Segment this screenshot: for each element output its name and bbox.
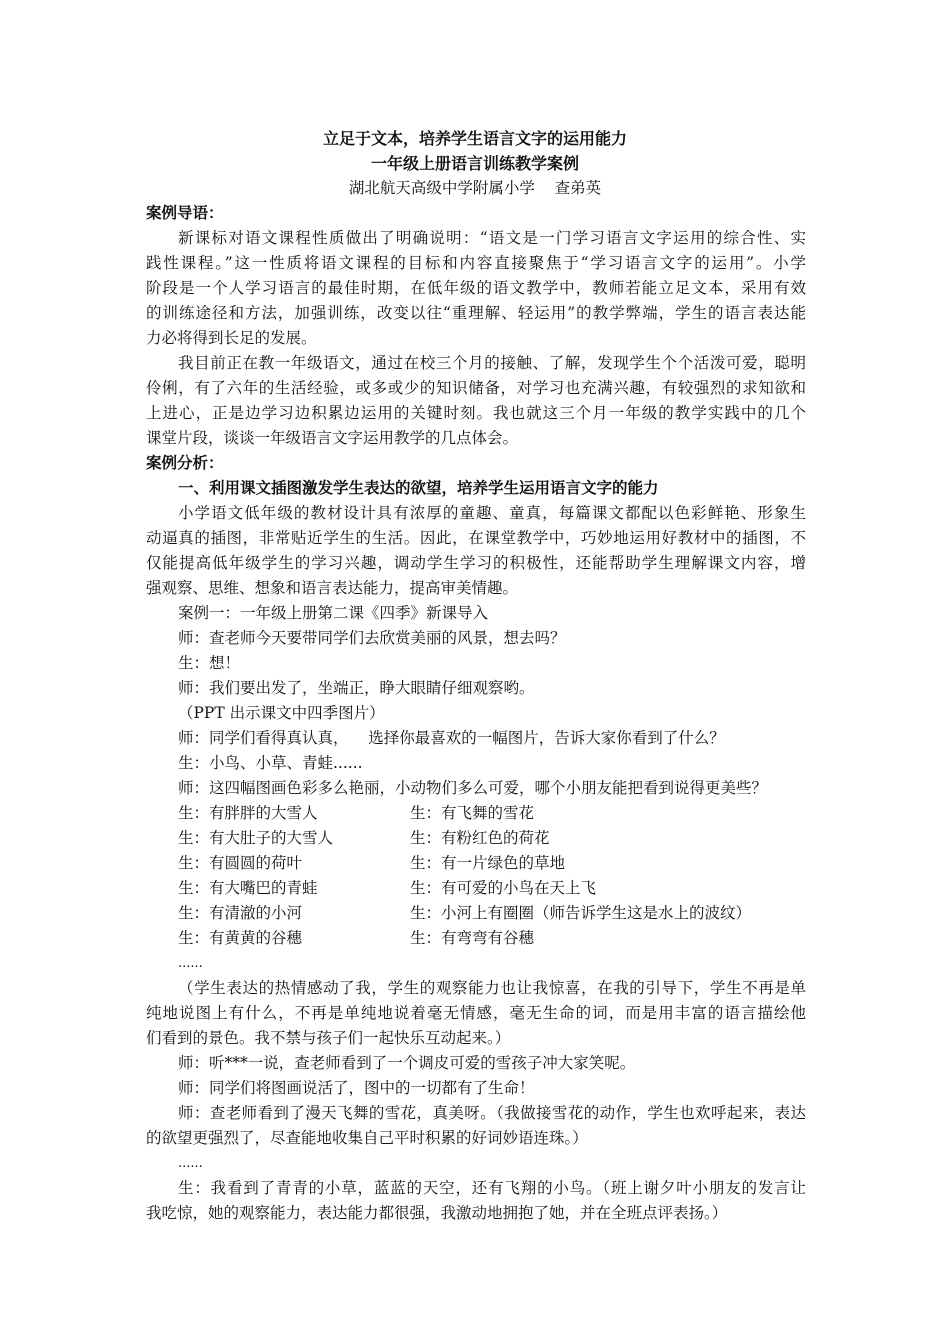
answer-right: 生：有粉红色的荷花 <box>410 829 550 847</box>
answer-right: 生：有弯弯有谷穗 <box>410 929 535 947</box>
section1-line: 强观察、思维、想象和语言表达能力，提高审美情趣。 <box>146 579 519 597</box>
author-line: 湖北航天高级中学附属小学 查弟英 <box>348 179 602 197</box>
dialogue-line: 师：我们要出发了，坐端正，睁大眼睛仔细观察哟。 <box>178 679 535 697</box>
section1-line: 动逼真的插图，非常贴近学生的生活。因此，在课堂教学中，巧妙地运用好教材中的插图，不 <box>146 529 806 547</box>
intro-p1-line: 力必将得到长足的发展。 <box>146 329 317 347</box>
section1-line: 仅能提高低年级学生的学习兴趣，调动学生学习的积极性，还能帮助学生理解课文内容，增 <box>146 554 806 572</box>
section1-heading: 一、利用课文插图激发学生表达的欲望，培养学生运用语言文字的能力 <box>178 479 659 497</box>
intro-heading: 案例导语： <box>146 204 224 222</box>
answer-left: 生：有黄黄的谷穗 <box>178 929 303 947</box>
document-title: 立足于文本，培养学生语言文字的运用能力 <box>322 129 627 148</box>
ellipsis: ...... <box>178 1156 203 1171</box>
dialogue-line: 师：同学们将图画说活了，图中的一切都有了生命！ <box>178 1079 535 1097</box>
answer-left: 生：有圆圆的荷叶 <box>178 854 303 872</box>
dialogue-line: 生：小鸟、小草、青蛙...... <box>178 754 363 772</box>
answer-left: 生：有大嘴巴的青蛙 <box>178 879 318 897</box>
intro-p1-line: 的训练途径和方法，加强训练，改变以往“重理解、轻运用”的教学弊端，学生的语言表达能 <box>146 304 806 322</box>
dialogue-line: 师：这四幅图画色彩多么艳丽，小动物们多么可爱，哪个小朋友能把看到说得更美些？ <box>178 779 768 797</box>
intro-p2-line: 伶俐，有了六年的生活经验，或多或少的知识储备，对学习也充满兴趣，有较强烈的求知欲和 <box>146 379 806 397</box>
answer-right: 生：有可爱的小鸟在天上飞 <box>410 879 597 897</box>
answer-left: 生：有大肚子的大雪人 <box>178 829 334 847</box>
answer-right: 生：有飞舞的雪花 <box>410 804 535 822</box>
dialogue-line: 师：同学们看得真认真， 选择你最喜欢的一幅图片，告诉大家你看到了什么？ <box>178 729 725 747</box>
intro-p1-line: 践性课程。”这一性质将语文课程的目标和内容直接聚焦于“学习语言文字的运用”。小学 <box>146 254 806 272</box>
dialogue-line: （PPT 出示课文中四季图片） <box>178 704 385 722</box>
note-line: 纯地说图上有什么，不再是单纯地说着毫无情感，毫无生命的词，而是用丰富的语言描绘他 <box>146 1004 806 1022</box>
intro-p1-line: 阶段是一个人学习语言的最佳时期，在低年级的语文教学中，教师若能立足文本，采用有效 <box>146 279 806 297</box>
answer-right: 生：小河上有圈圈（师告诉学生这是水上的波纹） <box>410 904 752 922</box>
case1-title: 案例一：一年级上册第二课《四季》新课导入 <box>178 604 489 622</box>
note-line: 们看到的景色。我不禁与孩子们一起快乐互动起来。） <box>146 1029 511 1047</box>
note-line: （学生表达的热情感动了我，学生的观察能力也让我惊喜，在我的引导下，学生不再是单 <box>178 979 806 997</box>
answer-right: 生：有一片绿色的草地 <box>410 854 566 872</box>
intro-p1-line: 新课标对语文课程性质做出了明确说明：“语文是一门学习语言文字运用的综合性、实 <box>178 229 806 247</box>
dialogue-line: 师：查老师今天要带同学们去欣赏美丽的风景，想去吗？ <box>178 629 566 647</box>
dialogue-line: 的欲望更强烈了，尽查能地收集自己平时积累的好词妙语连珠。） <box>146 1129 588 1147</box>
dialogue-line: 生：想！ <box>178 654 241 672</box>
dialogue-line: 师：听***一说，查老师看到了一个调皮可爱的雪孩子冲大家笑呢。 <box>178 1054 636 1072</box>
document-subtitle: 一年级上册语言训练教学案例 <box>370 154 579 173</box>
answer-left: 生：有胖胖的大雪人 <box>178 804 318 822</box>
dialogue-line: 生：我看到了青青的小草，蓝蓝的天空，还有飞翔的小鸟。（班上谢夕叶小朋友的发言让 <box>178 1179 806 1197</box>
dialogue-line: 我吃惊，她的观察能力，表达能力都很强，我激动地拥抱了她，并在全班点评表扬。） <box>146 1204 728 1222</box>
section1-line: 小学语文低年级的教材设计具有浓厚的童趣、童真，每篇课文都配以色彩鲜艳、形象生 <box>178 504 806 522</box>
answer-left: 生：有清澈的小河 <box>178 904 303 922</box>
analysis-heading: 案例分析： <box>146 454 224 472</box>
intro-p2-line: 上进心，正是边学习边积累边运用的关键时刻。我也就这三个月一年级的教学实践中的几个 <box>146 404 806 422</box>
intro-p2-line: 课堂片段，谈谈一年级语言文字运用教学的几点体会。 <box>146 429 519 447</box>
dialogue-line: 师：查老师看到了漫天飞舞的雪花，真美呀。（我做接雪花的动作，学生也欢呼起来，表达 <box>178 1104 806 1122</box>
intro-p2-line: 我目前正在教一年级语文，通过在校三个月的接触、了解，发现学生个个活泼可爱，聪明 <box>178 354 806 372</box>
ellipsis: ...... <box>178 956 203 971</box>
